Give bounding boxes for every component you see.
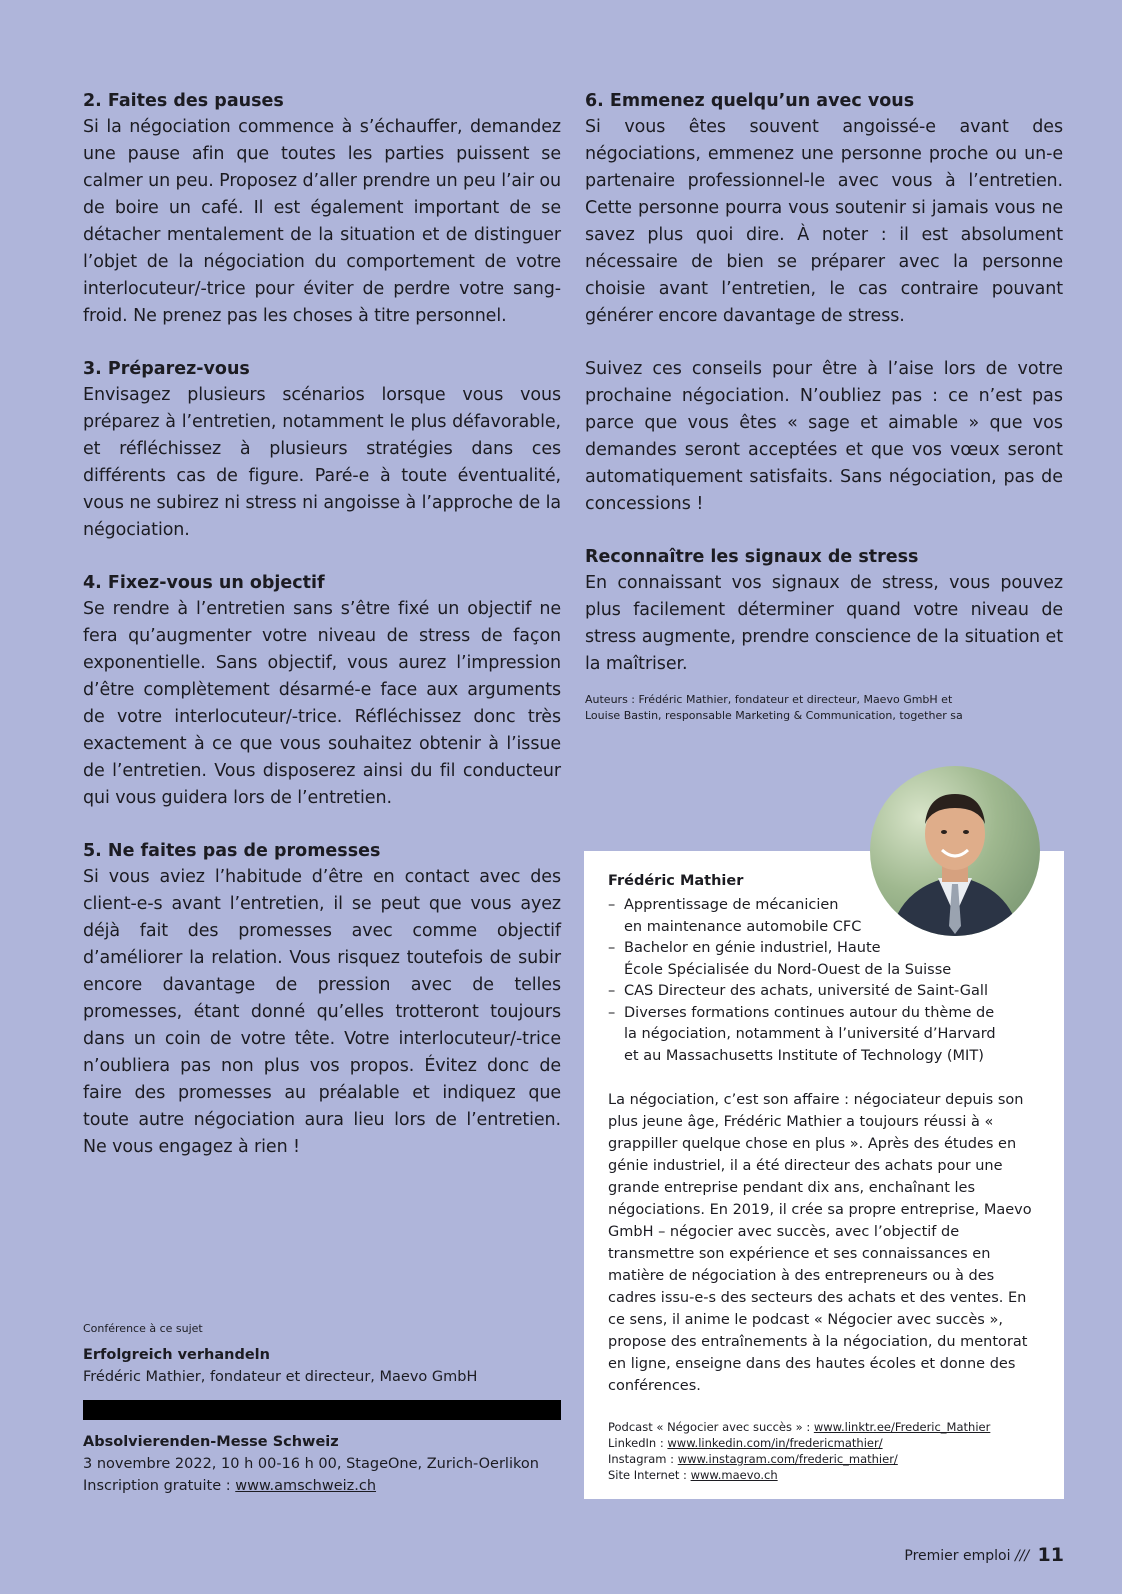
- link-row: Site Internet : www.maevo.ch: [608, 1468, 778, 1482]
- bio-description: La négociation, c’est son affaire : négociateur depuis son plus jeune âge, Frédéric Mathier a toujours réussi à « grappiller quelque chose en plus ». Après des études en génie industriel, il a été directeur des achats pour une grande entreprise pendant dix ans, enchaînant les négociations. En 2019, il crée sa propre entreprise, Maevo GmbH – négocier avec succès, avec l’objectif de transmettre son expérience et ses connaissances en matière de négociation à des entrepreneurs ou à des cadres issu-e-s des secteurs des achats et des ventes. En ce sens, il anime le podcast « Négocier avec succès », propose des entraînements à la négociation, du mentorat en ligne, enseigne dans des hautes écoles et donne des conférences.: [608, 1092, 1032, 1394]
- event-title: Absolvierenden-Messe Schweiz: [83, 1434, 339, 1450]
- podcast-link[interactable]: www.linktr.ee/Frederic_Mathier: [813, 1420, 991, 1434]
- section-preparez: [83, 356, 561, 544]
- authors-line: Auteurs : Frédéric Mathier, fondateur et directeur, Maevo GmbH et: [585, 693, 953, 706]
- section-body: En connaissant vos signaux de stress, vous pouvez plus facilement déterminer quand votre niveau de stress augmente, prendre conscience de la situation et la maîtriser.: [585, 573, 1063, 674]
- conference-speaker: Frédéric Mathier, fondateur et directeur, Maevo GmbH: [83, 1369, 478, 1385]
- section-heading: 6. Emmenez quelqu’un avec vous: [585, 91, 915, 111]
- link-row: Instagram : www.instagram.com/frederic_mathier/: [608, 1452, 898, 1466]
- conference-block: [83, 1322, 561, 1497]
- list-item: – Diverses formations continues autour du thème de la négociation, notamment à l’université d’Harvard et au Massachusetts Institute of Technology (MIT): [608, 1004, 996, 1064]
- section-body: Se rendre à l’entretien sans s’être fixé un objectif ne fera qu’augmenter votre niveau de stress de façon exponentielle. Sans objectif, vous aurez l’impression d’être complètement désarmé-e face aux arguments de votre interlocuteur/-trice. Réfléchissez donc très exactement à ce que vous souhaitez obtenir à l’issue de l’entretien. Vous disposerez ainsi du fil conducteur qui vous guidera lors de l’entretien.: [83, 599, 561, 808]
- list-item: – CAS Directeur des achats, université de Saint-Gall: [608, 983, 988, 999]
- list-item: – Bachelor en génie industriel, Haute École Spécialisée du Nord-Ouest de la Suisse: [608, 940, 952, 978]
- section-body: Si la négociation commence à s’échauffer, demandez une pause afin que toutes les parties puissent se calmer un peu. Proposez d’aller prendre un peu l’air ou de boire un café. Il est également important de se détacher mentalement de la situation et de distinguer l’objet de la négociation du comportement de votre interlocuteur/-trice pour éviter de perdre votre sang-froid. Ne prenez pas les choses à titre personnel.: [83, 117, 561, 326]
- section-heading: Reconnaître les signaux de stress: [585, 547, 919, 567]
- right-column: [585, 88, 1063, 724]
- left-column: [83, 88, 561, 1187]
- footer-separator: ///: [1014, 1548, 1030, 1564]
- list-item: – Apprentissage de mécanicien en maintenance automobile CFC: [608, 897, 862, 935]
- section-heading: 4. Fixez-vous un objectif: [83, 573, 325, 593]
- linkedin-link[interactable]: www.linkedin.com/in/fredericmathier/: [667, 1436, 883, 1450]
- section-emmenez: [585, 88, 1063, 330]
- portrait-illustration: [870, 766, 1040, 936]
- event-details: 3 novembre 2022, 10 h 00-16 h 00, StageOne, Zurich-Oerlikon: [83, 1456, 539, 1472]
- section-heading: 5. Ne faites pas de promesses: [83, 841, 381, 861]
- section-body: Si vous êtes souvent angoissé-e avant des négociations, emmenez une personne proche ou un-e partenaire professionnel-le avec vous à l’entretien. Cette personne pourra vous soutenir si jamais vous ne savez plus quoi dire. À noter : il est absolument nécessaire de bien se préparer avec la personne choisie avant l’entretien, le cas contraire pouvant générer encore davantage de stress.: [585, 117, 1063, 326]
- page-footer: [904, 1543, 1064, 1568]
- website-link[interactable]: www.maevo.ch: [690, 1468, 778, 1482]
- conference-kicker: Conférence à ce sujet: [83, 1322, 203, 1335]
- divider-bar: [83, 1400, 561, 1420]
- event-inscription: [83, 1475, 561, 1497]
- instagram-link[interactable]: www.instagram.com/frederic_mathier/: [677, 1452, 898, 1466]
- bio-links: [608, 1419, 1040, 1483]
- section-heading: 3. Préparez-vous: [83, 359, 250, 379]
- bio-box: [584, 851, 1064, 1499]
- inscription-link[interactable]: www.amschweiz.ch: [235, 1478, 377, 1494]
- section-body: Envisagez plusieurs scénarios lorsque vous vous préparez à l’entretien, notamment le plus défavorable, et réfléchissez à plusieurs stratégies dans ces différents cas de figure. Paré-e à toute éventualité, vous ne subirez ni stress ni angoisse à l’approche de la négociation.: [83, 385, 561, 540]
- page-number: 11: [1037, 1544, 1064, 1566]
- section-stress: [585, 544, 1063, 678]
- publication-name: Premier emploi: [904, 1548, 1011, 1564]
- authors-credit: [585, 692, 1063, 724]
- link-row: LinkedIn : www.linkedin.com/in/fredericmathier/: [608, 1436, 883, 1450]
- authors-line: Louise Bastin, responsable Marketing & Communication, together sa: [585, 709, 963, 722]
- section-heading: 2. Faites des pauses: [83, 91, 284, 111]
- conclusion-paragraph: Suivez ces conseils pour être à l’aise lors de votre prochaine négociation. N’oubliez pas : ce n’est pas parce que vous êtes « sage et aimable » que vos demandes seront acceptées et que vos vœux seront automatiquement satisfaits. Sans négociation, pas de concessions !: [585, 359, 1063, 514]
- section-body: Si vous aviez l’habitude d’être en contact avec des client-e-s avant l’entretien, il se peut que vous ayez déjà fait des promesses avec comme objectif d’améliorer la relation. Vous risquez toutefois de subir encore davantage de pression avec de telles promesses, étant donné qu’elles trotteront toujours dans un coin de votre tête. Votre interlocuteur/-trice n’oubliera pas non plus vos propos. Évitez donc de faire des promesses au préalable et indiquez que toute autre négociation aura lieu lors de l’entretien. Ne vous engagez à rien !: [83, 867, 561, 1157]
- inscription-label: Inscription gratuite :: [83, 1478, 236, 1494]
- author-portrait: [870, 766, 1040, 936]
- conference-title: Erfolgreich verhandeln: [83, 1347, 270, 1363]
- section-promesses: [83, 838, 561, 1161]
- link-row: Podcast « Négocier avec succès » : www.linktr.ee/Frederic_Mathier: [608, 1420, 991, 1434]
- section-objectif: [83, 570, 561, 812]
- bio-name: Frédéric Mathier: [608, 873, 744, 889]
- section-pauses: [83, 88, 561, 330]
